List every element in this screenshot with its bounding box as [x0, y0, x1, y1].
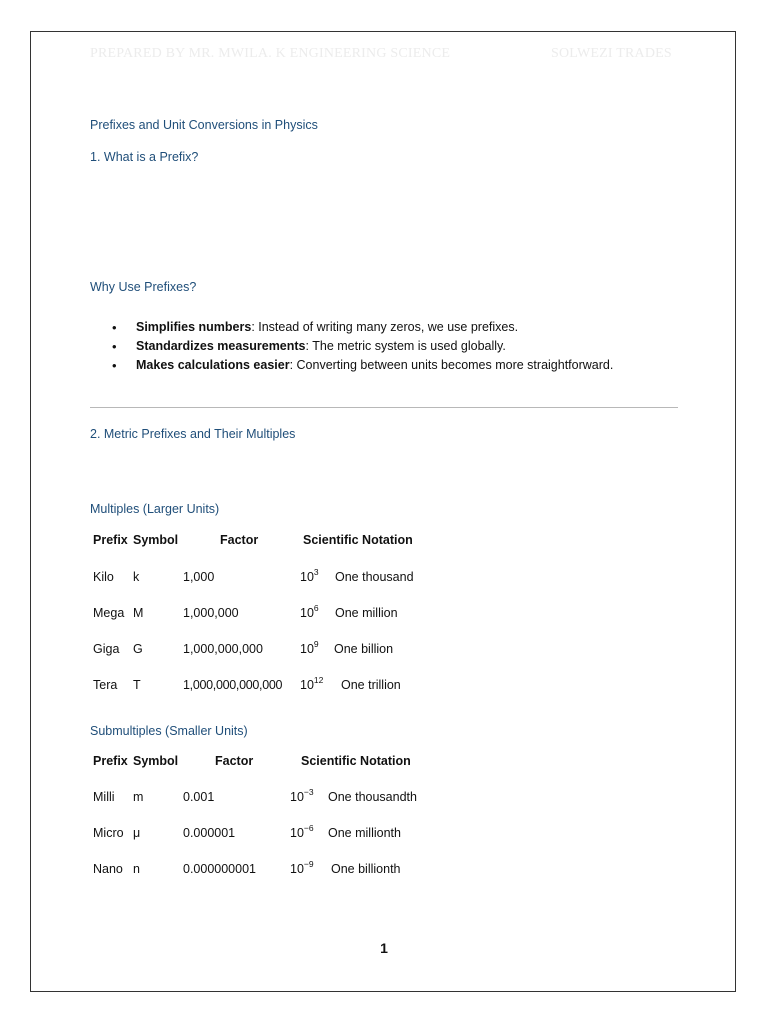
cell-symbol: m	[133, 790, 144, 804]
bullet-icon: •	[112, 339, 117, 354]
page-number: 1	[380, 940, 388, 956]
cell-prefix: Giga	[93, 642, 120, 656]
column-header-symbol: Symbol	[133, 533, 179, 547]
list-item	[112, 318, 613, 337]
cell-symbol: G	[133, 642, 143, 656]
list-item-text: : Converting between units becomes more straightforward.	[289, 358, 614, 372]
cell-symbol: T	[133, 678, 141, 692]
power-exponent: −9	[303, 858, 314, 869]
section-heading-what-is-prefix: 1. What is a Prefix?	[90, 150, 199, 164]
why-list	[112, 318, 613, 375]
power-base: 10	[300, 678, 314, 692]
power-exponent: 3	[313, 566, 319, 577]
cell-power	[290, 858, 314, 876]
section-heading-why-use-prefixes: Why Use Prefixes?	[90, 280, 197, 294]
bullet-icon: •	[112, 320, 117, 335]
column-header-factor: Factor	[220, 533, 259, 547]
cell-factor: 0.001	[183, 790, 215, 804]
cell-factor: 1,000,000,000	[183, 642, 263, 656]
document-title: Prefixes and Unit Conversions in Physics	[90, 118, 318, 132]
cell-words: One billionth	[331, 862, 401, 876]
power-base: 10	[300, 642, 314, 656]
power-base: 10	[290, 862, 304, 876]
list-item-bold: Standardizes measurements	[136, 339, 306, 353]
cell-words: One trillion	[341, 678, 401, 692]
column-header-symbol: Symbol	[133, 754, 179, 768]
subheading-submultiples: Submultiples (Smaller Units)	[90, 724, 248, 738]
list-item	[112, 356, 613, 375]
list-item-bold: Simplifies numbers	[136, 320, 252, 334]
cell-factor: 1,000,000,000,000	[183, 678, 283, 692]
cell-power	[290, 822, 314, 840]
column-header-prefix: Prefix	[93, 533, 128, 547]
cell-words: One million	[335, 606, 398, 620]
cell-factor: 0.000000001	[183, 862, 256, 876]
column-header-scientific-notation: Scientific Notation	[301, 754, 411, 768]
column-header-factor: Factor	[215, 754, 254, 768]
cell-factor: 1,000	[183, 570, 215, 584]
cell-power	[290, 786, 314, 804]
cell-symbol: μ	[133, 826, 141, 840]
section-heading-metric-prefixes: 2. Metric Prefixes and Their Multiples	[90, 427, 296, 441]
subheading-multiples: Multiples (Larger Units)	[90, 502, 220, 516]
list-item-text: : Instead of writing many zeros, we use prefixes.	[251, 320, 519, 334]
cell-power	[300, 674, 324, 692]
cell-prefix: Mega	[93, 606, 125, 620]
power-exponent: −3	[303, 786, 314, 797]
cell-prefix: Micro	[93, 826, 124, 840]
column-header-prefix: Prefix	[93, 754, 128, 768]
cell-words: One thousand	[335, 570, 414, 584]
cell-symbol: n	[133, 862, 140, 876]
power-exponent: 9	[313, 638, 319, 649]
power-base: 10	[290, 790, 304, 804]
bullet-icon: •	[112, 358, 117, 373]
list-item	[112, 337, 613, 356]
power-base: 10	[290, 826, 304, 840]
cell-symbol: k	[133, 570, 140, 584]
cell-words: One thousandth	[328, 790, 417, 804]
cell-factor: 1,000,000	[183, 606, 239, 620]
cell-symbol: M	[133, 606, 144, 620]
cell-power	[300, 602, 319, 620]
header-right: SOLWEZI TRADES	[551, 46, 672, 61]
cell-prefix: Milli	[93, 790, 115, 804]
cell-prefix: Tera	[93, 678, 118, 692]
header-left: PREPARED BY MR. MWILA. K ENGINEERING SCIENCE	[90, 46, 451, 61]
list-item-bold: Makes calculations easier	[136, 358, 290, 372]
cell-factor: 0.000001	[183, 826, 236, 840]
power-base: 10	[300, 570, 314, 584]
cell-words: One millionth	[328, 826, 401, 840]
cell-power	[300, 638, 319, 656]
power-base: 10	[300, 606, 314, 620]
power-exponent: 6	[313, 602, 319, 613]
cell-power	[300, 566, 319, 584]
power-exponent: 12	[313, 674, 324, 685]
list-item-text: : The metric system is used globally.	[305, 339, 506, 353]
horizontal-divider	[90, 407, 678, 408]
power-exponent: −6	[303, 822, 314, 833]
cell-words: One billion	[334, 642, 394, 656]
column-header-scientific-notation: Scientific Notation	[303, 533, 413, 547]
cell-prefix: Kilo	[93, 570, 114, 584]
cell-prefix: Nano	[93, 862, 123, 876]
